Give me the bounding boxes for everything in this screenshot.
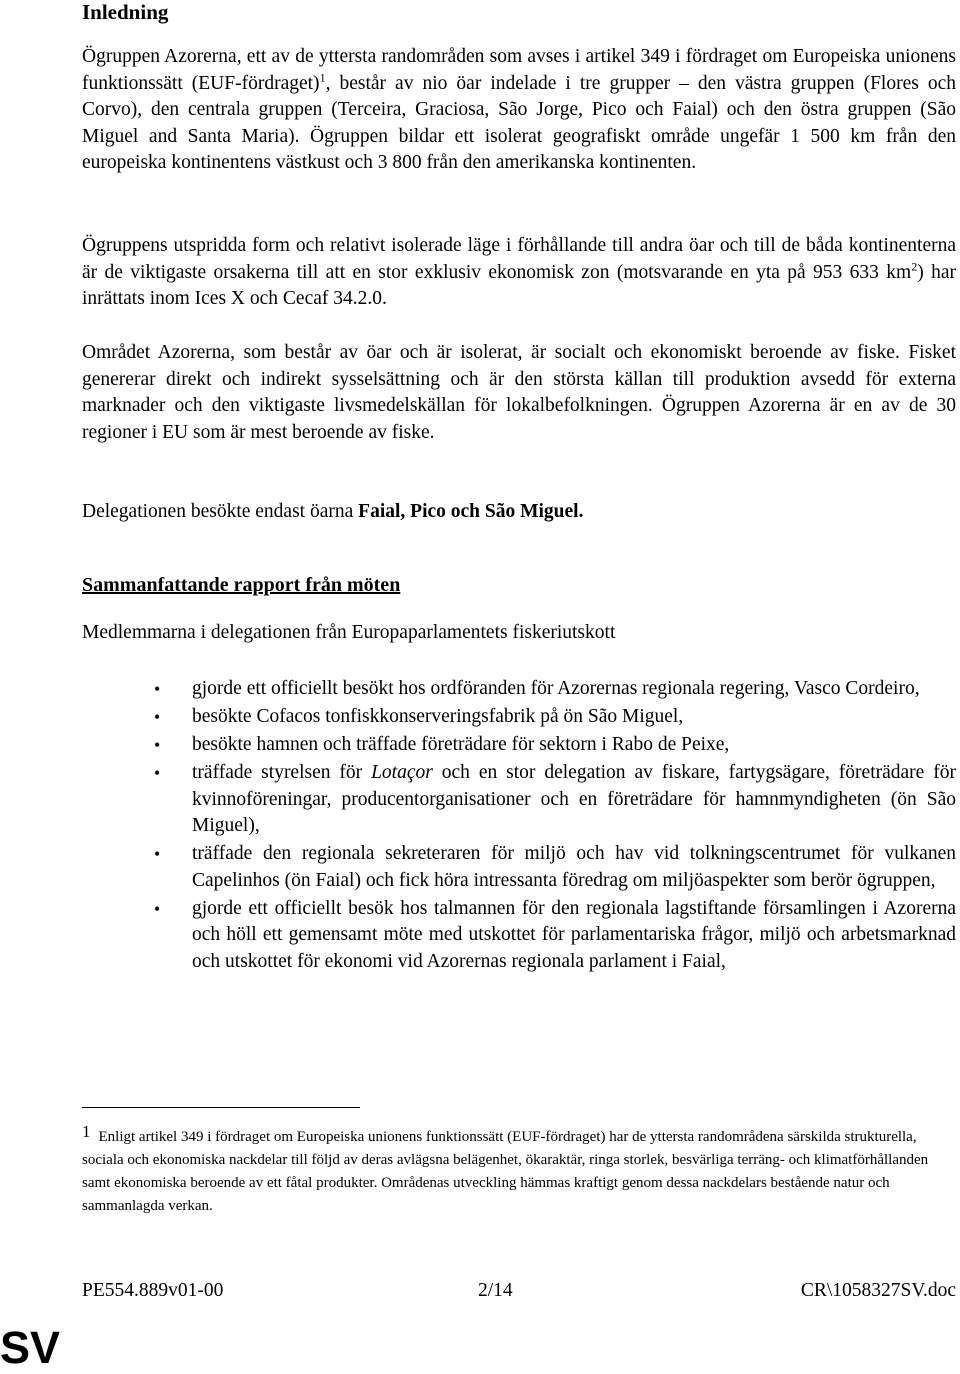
section-heading: Sammanfattande rapport från möten	[82, 574, 401, 596]
section-title: Inledning	[82, 0, 169, 24]
list-item	[82, 676, 956, 703]
footnote-text: Enligt artikel 349 i fördraget om Europeiska unionens funktionssätt (EUF-fördraget) har de yttersta randområdena särskilda strukturella, sociala och ekonomiska nackdelar till följd av deras avlägsna belägenhet, ökaraktär, ringa storlek, besvärliga terräng- och klimatförhållanden samt ekonomiska beroende av ett fåtal produkter. Områdenas utveckling hämmas kraftigt genom dessa nackdelars bestående natur och sammanlagda verkan.	[82, 1129, 929, 1214]
bullet-icon: •	[154, 844, 161, 864]
paragraph-text: Delegationen besökte endast öarna	[82, 501, 359, 522]
list-item	[82, 896, 956, 976]
footnote-divider	[82, 1107, 360, 1108]
meetings-list	[82, 676, 956, 977]
members-intro: Medlemmarna i delegationen från Europaparlamentets fiskeriutskott	[82, 622, 616, 643]
bold-islands: Faial, Pico och São Miguel.	[358, 501, 584, 522]
bullet-icon: •	[154, 679, 161, 699]
footnote-number: 1	[82, 1122, 91, 1141]
list-item-text: träffade den regionala sekreteraren för miljö och hav vid tolkningscentrumet för vulkanen Capelinhos (ön Faial) och fick höra intressanta föredrag om miljöaspekter som berör ögruppen,	[192, 843, 956, 891]
bullet-icon: •	[154, 898, 161, 919]
list-item-text: träffade styrelsen för	[192, 762, 372, 783]
list-item-text: och en stor delegation av fiskare, fartygsägare, företrädare för kvinnoföreningar, producentorganisationer och en företrädare för hamnmyndigheten (ön São Miguel),	[192, 762, 956, 836]
bullet-icon: •	[154, 735, 161, 755]
list-item	[82, 704, 956, 731]
paragraph-geography	[82, 233, 956, 313]
bullet-icon: •	[154, 763, 161, 783]
paragraph-text: ) har inrättats inom Ices X och Cecaf 34.2.0.	[82, 261, 956, 309]
paragraph-fishing: Området Azorerna, som består av öar och är isolerat, är socialt och ekonomiskt beroende av fiske. Fisket genererar direkt och indirekt sysselsättning och är den största källan till produktion avsedd för externa marknader och den viktigaste livsmedelskällan för lokalbefolkningen. Ögruppen Azorerna är en av de 30 regioner i EU som är mest beroende av fiske.	[82, 342, 956, 443]
paragraph-text: Ögruppens utspridda form och relativt isolerade läge i förhållande till andra öar och till de båda kontinenterna är de viktigaste orsakerna till att en stor exklusiv ekonomisk zon (motsvarande en yta på 953 633 km	[82, 235, 956, 283]
footer-file-name: CR\1058327SV.doc	[800, 1280, 956, 1301]
italic-name: Lotaçor	[371, 762, 433, 783]
language-code: SV	[0, 1322, 61, 1373]
list-item-text: besökte hamnen och träffade företrädare för sektorn i Rabo de Peixe,	[192, 734, 730, 755]
list-item-text: besökte Cofacos tonfiskkonserveringsfabrik på ön São Miguel,	[192, 706, 684, 727]
footnote-ref[interactable]: 1	[319, 70, 326, 84]
superscript: 2	[911, 259, 918, 273]
bullet-icon: •	[154, 707, 161, 727]
footer-doc-ref: PE554.889v01-00	[82, 1280, 224, 1301]
footer-page-number: 2/14	[478, 1280, 513, 1301]
list-item-text: gjorde ett officiellt besök hos talmannen för den regionala lagstiftande församlingen i Azorerna och höll ett gemensamt möte med utskottet för parlamentariska frågor, miljö och arbetsmarknad och utskottet för ekonomi vid Azorernas regionala parlament i Faial,	[192, 897, 956, 972]
list-item	[82, 760, 956, 840]
list-item	[82, 841, 956, 894]
list-item-text: gjorde ett officiellt besökt hos ordföranden för Azorernas regionala regering, Vasco Cordeiro,	[192, 678, 920, 699]
list-item	[82, 732, 956, 759]
paragraph-delegation	[82, 499, 956, 526]
paragraph-text: Ögruppen Azorerna, ett av de yttersta randområden som avses i artikel 349 i fördraget om Europeiska unionens funktionssätt (EUF-fördraget)	[82, 46, 956, 94]
paragraph-intro	[82, 44, 956, 177]
footnote	[82, 1120, 942, 1218]
paragraph-text: , består av nio öar indelade i tre grupper – den västra gruppen (Flores och Corvo), den centrala gruppen (Terceira, Graciosa, São Jorge, Pico och Faial) och den östra gruppen (São Miguel and Santa Maria). Ögruppen bildar ett isolerat geografiskt område ungefär 1 500 km från den europeiska kontinentens västkust och 3 800 från den amerikanska kontinenten.	[82, 72, 956, 173]
